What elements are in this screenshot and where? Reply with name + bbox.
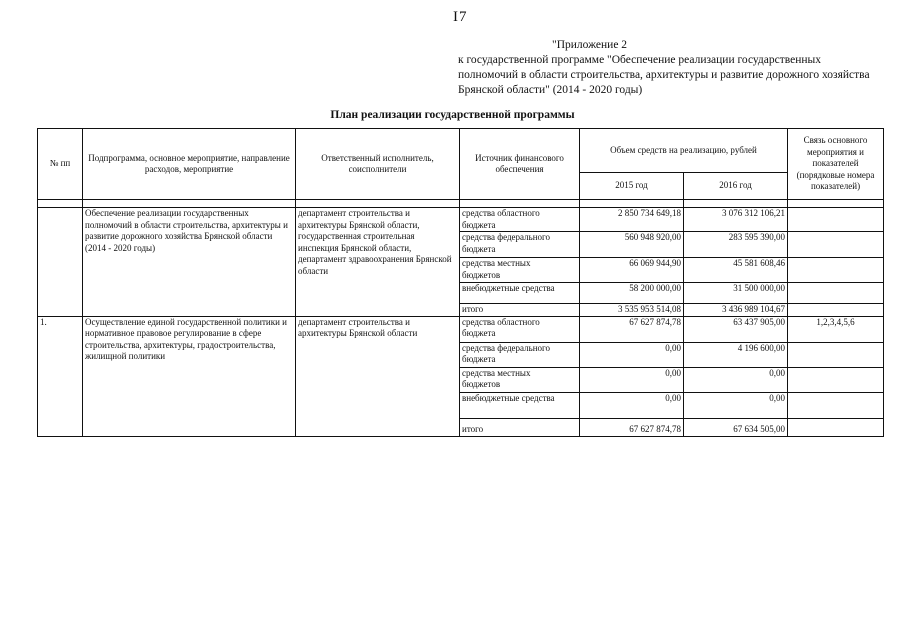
link-cell: 1,2,3,4,5,6 [788,316,884,342]
source-cell: средства областного бюджета [460,208,580,232]
value-2016: 283 595 390,00 [684,232,788,258]
value-2015: 2 850 734 649,18 [580,208,684,232]
link-cell [788,283,884,304]
source-cell: внебюджетные средства [460,283,580,304]
header-link [788,129,884,200]
value-2016: 0,00 [684,367,788,392]
header-executor: Ответственный исполнитель, соисполнители [296,129,460,200]
plan-table [37,128,884,437]
header-volume: Объем средств на реализацию, рублей [580,129,788,173]
source-cell-total: итого [460,418,580,436]
value-2016: 0,00 [684,392,788,418]
value-2016: 31 500 000,00 [684,283,788,304]
value-2016: 63 437 905,00 [684,316,788,342]
value-2015-total: 67 627 874,78 [580,418,684,436]
value-2015: 0,00 [580,392,684,418]
value-2015: 58 200 000,00 [580,283,684,304]
annex-note [458,38,878,98]
source-cell-total: итого [460,304,580,317]
link-cell [788,418,884,436]
value-2015: 0,00 [580,342,684,367]
source-cell: средства местных бюджетов [460,258,580,283]
value-2016-total: 3 436 989 104,67 [684,304,788,317]
section-executor: департамент строительства и архитектуры Брянской области [296,316,460,436]
spacer-row [38,200,884,208]
section-name: Обеспечение реализации государственных полномочий в области строительства, архитектуры и развитие дорожного хозяйства Брянской области (2014 - 2020 годы) [83,208,296,317]
header-source: Источник финансового обеспечения [460,129,580,200]
header-year-2015: 2015 год [580,173,684,200]
source-cell: средства местных бюджетов [460,367,580,392]
annex-text: к государственной программе "Обеспечение реализации государственных полномочий в области строительства, архитектуры и развитие дорожного хозяйства Брянской области" (2014 - 2020 годы) [458,54,870,96]
section-executor: департамент строительства и архитектуры Брянской области, государственная строительная инспекция Брянской области, департамент здравоохранения Брянской области [296,208,460,317]
annex-title: "Приложение 2 [552,39,628,51]
value-2016-total: 67 634 505,00 [684,418,788,436]
value-2015: 0,00 [580,367,684,392]
link-cell [788,342,884,367]
page-number: I7 [453,9,468,25]
value-2015: 560 948 920,00 [580,232,684,258]
header-link-text: Связь основного мероприятия и показателей [803,135,868,169]
header-link-sub: (порядковые номера показателей) [796,169,875,192]
table-row [38,316,884,342]
link-cell [788,367,884,392]
link-cell [788,208,884,232]
link-cell [788,392,884,418]
source-cell: средства областного бюджета [460,316,580,342]
header-subprogram: Подпрограмма, основное мероприятие, направление расходов, мероприятие [83,129,296,200]
link-cell [788,258,884,283]
value-2015: 67 627 874,78 [580,316,684,342]
header-year-2016: 2016 год [684,173,788,200]
value-2015: 66 069 944,90 [580,258,684,283]
link-cell [788,304,884,317]
header-num: № пп [38,129,83,200]
source-cell: средства федерального бюджета [460,342,580,367]
value-2016: 45 581 608,46 [684,258,788,283]
source-cell: средства федерального бюджета [460,232,580,258]
table-title: План реализации государственной программы [330,109,575,121]
link-cell [788,232,884,258]
value-2016: 3 076 312 106,21 [684,208,788,232]
table-row [38,208,884,232]
section-num [38,208,83,317]
value-2015-total: 3 535 953 514,08 [580,304,684,317]
value-2016: 4 196 600,00 [684,342,788,367]
section-name: Осуществление единой государственной политики и нормативное правовое регулирование в сфере строительства, архитектуры, градостроительства, жилищной политики [83,316,296,436]
source-cell: внебюджетные средства [460,392,580,418]
section-num: 1. [38,316,83,436]
